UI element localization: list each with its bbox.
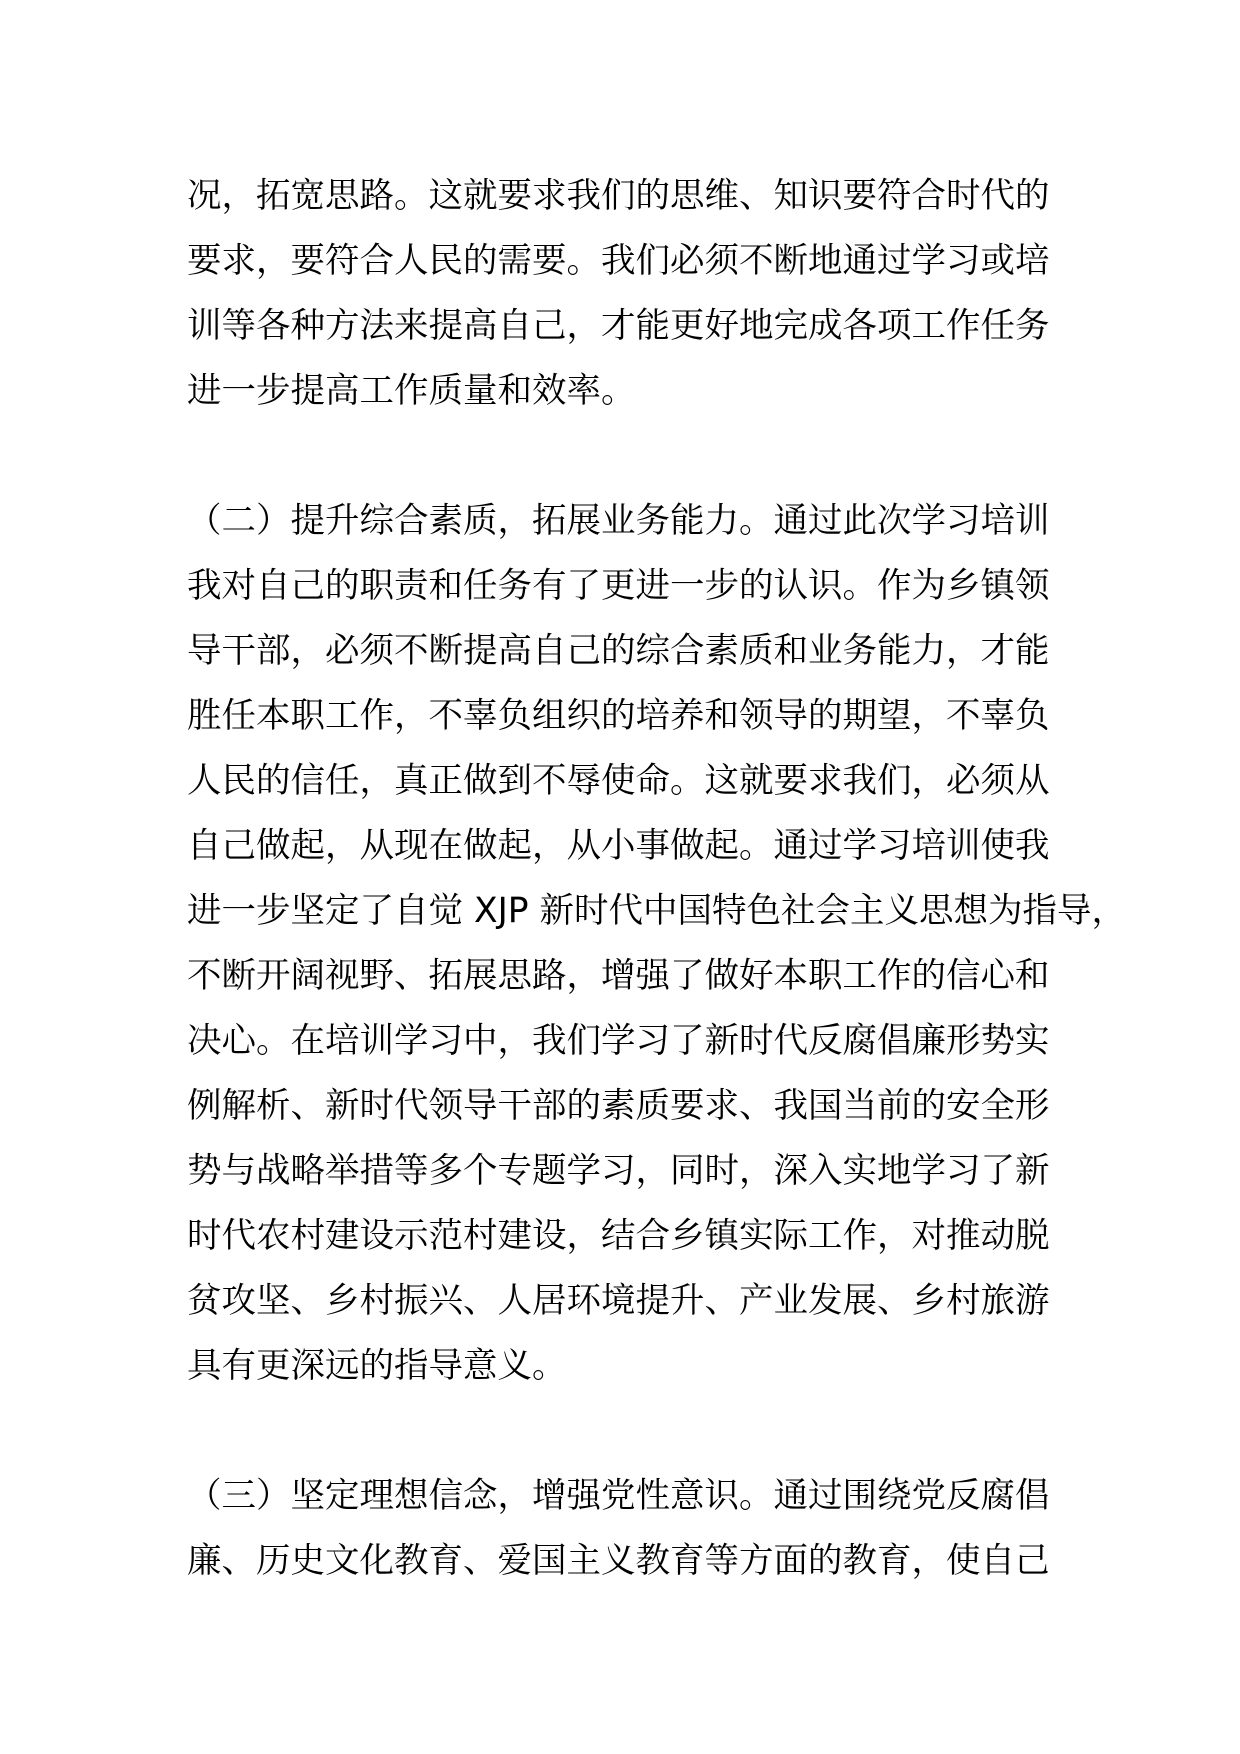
text-line: 胜任本职工作，不辜负组织的培养和领导的期望，不辜负 xyxy=(187,696,1050,736)
text-line: 导干部，必须不断提高自己的综合素质和业务能力，才能 xyxy=(187,631,1050,671)
text-line: 我对自己的职责和任务有了更进一步的认识。作为乡镇领 xyxy=(187,566,1050,606)
text-line: 势与战略举措等多个专题学习，同时，深入实地学习了新 xyxy=(187,1151,1050,1191)
text-line: 例解析、新时代领导干部的素质要求、我国当前的安全形 xyxy=(187,1086,1050,1126)
text-line: 进一步提高工作质量和效率。 xyxy=(187,371,636,411)
text-line: 时代农村建设示范村建设，结合乡镇实际工作，对推动脱 xyxy=(187,1216,1050,1256)
section-heading-line: （三）坚定理想信念，增强党性意识。通过围绕党反腐倡 xyxy=(187,1476,1050,1516)
text-line: 具有更深远的指导意义。 xyxy=(187,1346,567,1386)
text-line: 自己做起，从现在做起，从小事做起。通过学习培训使我 xyxy=(187,826,1050,866)
text-line: 不断开阔视野、拓展思路，增强了做好本职工作的信心和 xyxy=(187,956,1050,996)
text-line: 要求，要符合人民的需要。我们必须不断地通过学习或培 xyxy=(187,241,1050,281)
text-line: 况，拓宽思路。这就要求我们的思维、知识要符合时代的 xyxy=(187,176,1050,216)
text-line: 进一步坚定了自觉 XJP 新时代中国特色社会主义思想为指导， xyxy=(187,891,1127,931)
section-heading-line: （二）提升综合素质，拓展业务能力。通过此次学习培训 xyxy=(187,501,1050,541)
text-line: 廉、历史文化教育、爱国主义教育等方面的教育，使自己 xyxy=(187,1541,1050,1581)
text-line: 训等各种方法来提高自己，才能更好地完成各项工作任务 xyxy=(187,306,1050,346)
text-line: 人民的信任，真正做到不辱使命。这就要求我们，必须从 xyxy=(187,761,1050,801)
text-line: 决心。在培训学习中，我们学习了新时代反腐倡廉形势实 xyxy=(187,1021,1050,1061)
text-line: 贫攻坚、乡村振兴、人居环境提升、产业发展、乡村旅游 xyxy=(187,1281,1050,1321)
